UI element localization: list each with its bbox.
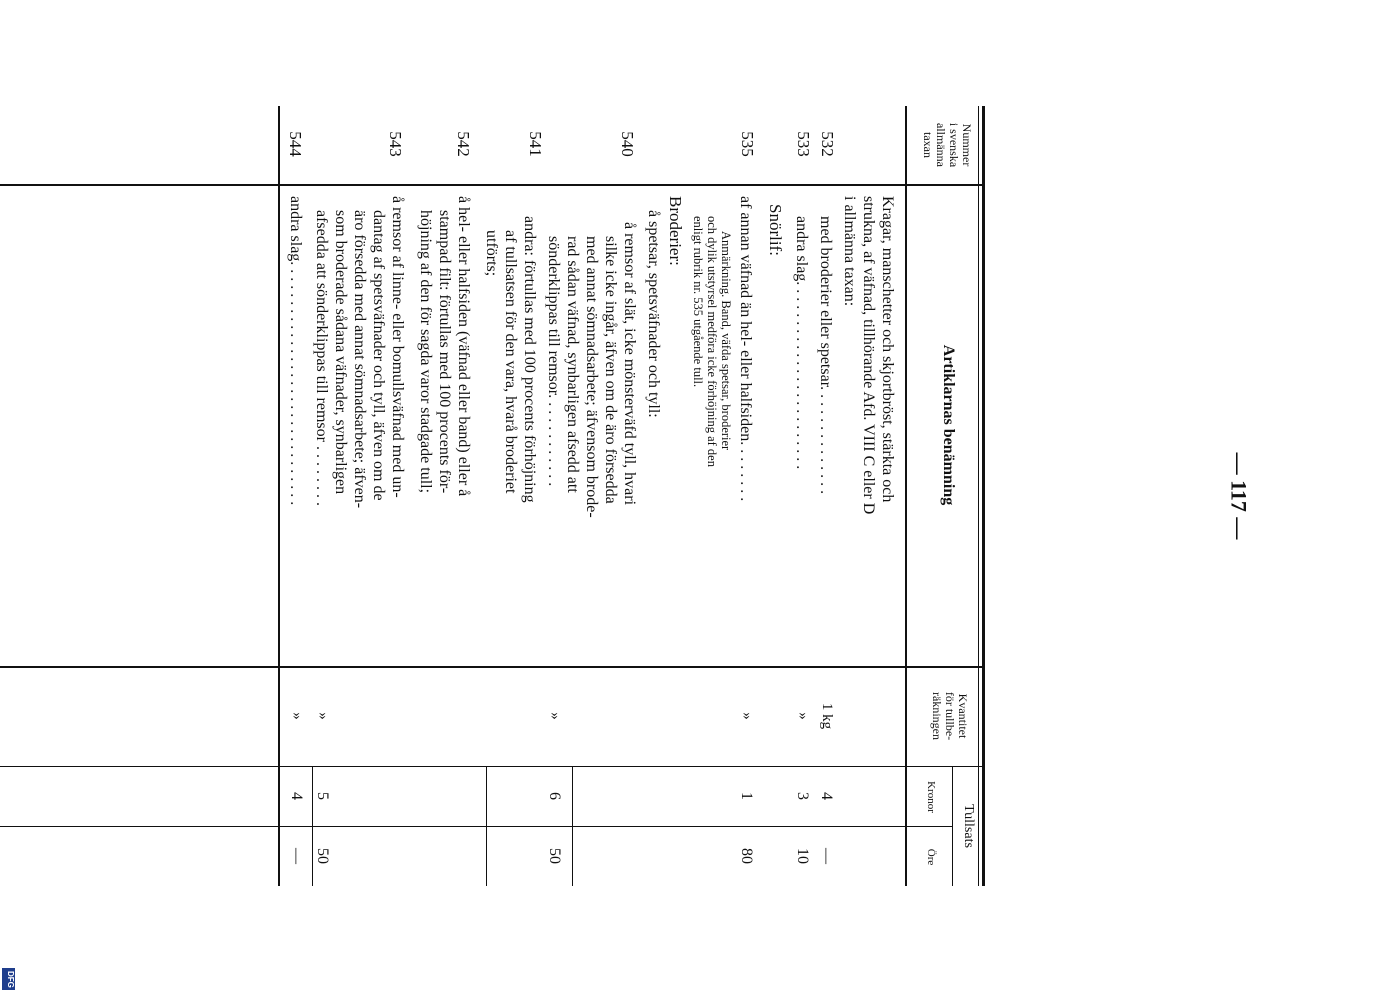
row-number: 544 (286, 131, 305, 157)
row-text: å remsor af linne- eller bomullsväfnad med un- (389, 196, 406, 498)
tariff-rule (572, 766, 573, 886)
row-text: rad sådan väfnad, synbarligen afsedd att (564, 236, 581, 493)
header-kronor: Kronor (925, 781, 937, 813)
header-article: Artiklarnas benämning (940, 344, 957, 506)
row-text: af annan väfnad än hel- eller halfsiden. . . . . . . . (737, 196, 754, 502)
tariff-table-page (0, 106, 985, 886)
row-text: höjning af den för sagda varor stadgade tull; (417, 210, 434, 494)
row-quantity: » (795, 712, 811, 720)
top-rule (982, 106, 985, 886)
row-number: 540 (618, 131, 637, 157)
row-ore: 80 (738, 848, 755, 864)
header-number: Nummer i svenska allmänna taxan (921, 122, 974, 168)
row-ore: 50 (314, 848, 331, 864)
row-ore: — (818, 848, 835, 864)
intro-line: i allmänna taxan: (841, 196, 858, 307)
header-ore: Öre (925, 848, 937, 866)
section-title-broderier: Broderier: (666, 196, 685, 266)
row-text: dantag af spetsväfnader och tyll, äfven om de (370, 210, 387, 501)
header-rule (905, 106, 907, 886)
row-quantity: » (289, 712, 305, 720)
row-quantity: » (739, 712, 755, 720)
note-line: enligt rubrik nr. 535 utgående tull. (691, 216, 705, 388)
col-sep-quantity (0, 766, 985, 767)
row-kronor: 6 (546, 792, 563, 800)
row-number: 532 (818, 131, 837, 157)
row-text: med annat sömnadsarbete; äfvensom brode- (583, 236, 600, 518)
row-text: stampad filt: förtullas med 100 procents för- (436, 210, 453, 494)
row-quantity: 1 kg (819, 702, 835, 730)
row-text: å remsor af slät, icke mönsterväfd tyll, hvari (621, 222, 638, 506)
dfg-logo: DFG (2, 968, 15, 990)
row-ore: — (288, 848, 305, 864)
row-kronor: 4 (288, 792, 305, 800)
intro-line: strukna, af väfnad, tillhörande Afd. VIII C eller D (860, 196, 877, 515)
page-number: — 117 — (1226, 452, 1252, 540)
row-kronor: 5 (314, 792, 331, 800)
row-text: silke icke ingår, äfven om de äro försedda (602, 236, 619, 504)
row-text: sönderklippas till remsor. . . . . . . . . . . . (545, 236, 562, 487)
col-sep-number (0, 184, 985, 186)
row-quantity: » (315, 712, 331, 720)
section-title-snorlif: Snörlif: (766, 204, 785, 256)
row-text: af tullsatsen för den vara, hvarå broderiet (502, 230, 519, 494)
section-subtitle: å spetsar, spetsväfnader och tyll: (645, 210, 662, 418)
row-ore: 50 (546, 848, 563, 864)
row-kronor: 4 (818, 792, 835, 800)
row-text: andra: förtullas med 100 procents förhöjning (521, 216, 538, 503)
tariff-rule (486, 766, 487, 886)
row-text: med broderier eller spetsar. . . . . . . . . . . . . . (817, 216, 834, 495)
row-number: 541 (526, 131, 545, 157)
row-text: äro försedda med annat sömnadsarbete; äfven- (351, 210, 368, 509)
row-number: 533 (794, 131, 813, 157)
header-tariff: Tullsats (961, 804, 976, 848)
row-text: andra slag. . . . . . . . . . . . . . . . . . . . . . . . . . . . . . . (287, 196, 304, 506)
row-number: 542 (454, 131, 473, 157)
intro-line: Kragar, manschetter och skjortbröst, stärkta och (879, 196, 896, 503)
note-line: Anmärkning. Band, väfda spetsar, broderier (719, 231, 733, 451)
row-text: å hel- eller halfsiden (väfnad eller band) eller å (455, 196, 472, 497)
header-quantity: Kvantitet för tullbe- räkningen (930, 691, 970, 741)
row-quantity: » (547, 712, 563, 720)
bottom-rule (278, 106, 280, 886)
row-text: som broderade sådana väfnader, synbarligen (332, 210, 349, 495)
tariff-rule (312, 766, 313, 886)
row-number: 535 (738, 131, 757, 157)
row-text: andra slag. . . . . . . . . . . . . . . . . . . . . . . . (793, 216, 810, 470)
row-text: utförts; (483, 230, 500, 277)
row-text: afsedda att sönderklippas till remsor . . . . . . . . (313, 210, 330, 506)
col-sep-article (0, 666, 985, 668)
row-kronor: 1 (738, 792, 755, 800)
note-line: och dylik utstyrsel medföra icke förhöjning af den (705, 216, 719, 467)
row-ore: 10 (794, 848, 811, 864)
top-rule-thin (978, 106, 979, 886)
row-number: 543 (386, 131, 405, 157)
row-kronor: 3 (794, 792, 811, 800)
